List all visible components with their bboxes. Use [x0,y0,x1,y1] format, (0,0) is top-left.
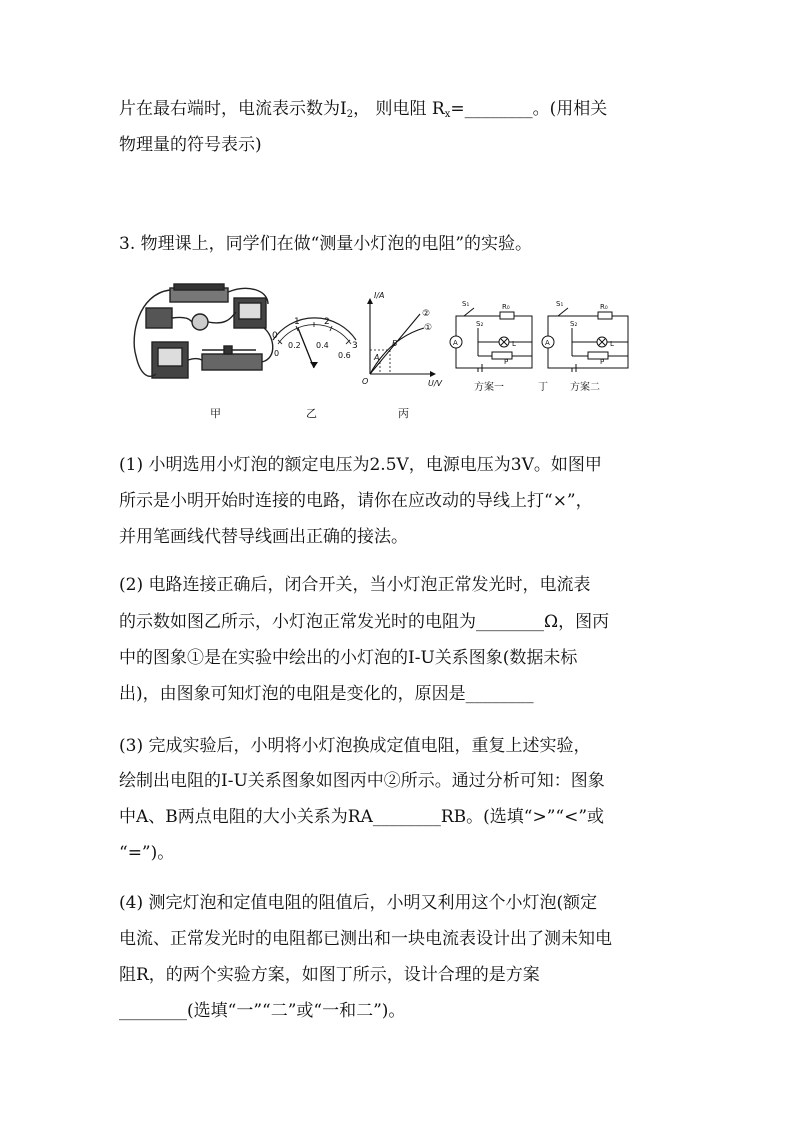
figure-label-yi: 乙 [306,407,317,420]
circuit-plan-one [450,308,532,372]
plan-two-r0: R₀ [600,303,608,311]
part2-line4: 出)，由图象可知灯泡的电阻是变化的，原因是________ [119,684,534,704]
plan-two-p: P [600,358,605,366]
graph-origin: O [362,377,369,386]
figure-label-bing: 丙 [398,407,409,420]
plan-one-s2: S₂ [476,320,484,328]
question2-tail-line1: 片在最右端时，电流表示数为$I_2$， 则电阻 $R_x=\_\_\_\_\_\_\_\_$。(用相关 [119,99,608,120]
ammeter-tick-1: 1 [294,317,300,327]
graph-y-label: I/A [374,291,385,300]
circuit-plan-two [542,308,628,372]
ammeter-dial-yi [272,317,358,368]
plan-one-r0: R₀ [502,303,510,311]
part1-line2: 所示是小明开始时连接的电路，请你在应改动的导线上打“×”， [119,491,593,511]
part3-line1: (3) 完成实验后，小明将小灯泡换成定值电阻，重复上述实验， [119,736,591,756]
plan-one-label: 方案一 [474,382,504,393]
plan-two-label: 方案二 [570,382,600,393]
ammeter-subtick-02: 0.2 [288,341,301,350]
graph-curve-1: ① [424,323,433,333]
part3-line4: “=”)。 [119,843,175,863]
graph-curve-2: ② [422,309,431,319]
ammeter-tick-2: 2 [324,317,330,327]
part4-line1: (4) 测完灯泡和定值电阻的阻值后，小明又利用这个小灯泡(额定 [119,893,598,913]
part3-line2: 绘制出电阻的I-U关系图象如图丙中②所示。通过分析可知：图象 [119,771,605,791]
part4-line2: 电流、正常发光时的电阻都已测出和一块电流表设计出了测未知电 [119,929,612,949]
question2-tail-line2: 物理量的符号表示) [119,135,262,155]
iu-graph-bing [362,291,443,388]
part1-line3: 并用笔画线代替导线画出正确的接法。 [119,527,408,547]
ammeter-tick-3: 3 [352,341,358,351]
question3-heading: 3. 物理课上，同学们在做“测量小灯泡的电阻”的实验。 [119,234,533,254]
part1-line1: (1) 小明选用小灯泡的额定电压为2.5V，电源电压为3V。如图甲 [119,455,602,475]
graph-point-b: B [392,339,398,348]
part4-line4: ________(选填“一”“二”或“一和二”)。 [119,1001,406,1021]
circuit-photo-jia [134,284,273,378]
part2-line3: 中的图象①是在实验中绘出的小灯泡的I-U关系图象(数据未标 [119,648,578,668]
part2-line1: (2) 电路连接正确后，闭合开关，当小灯泡正常发光时，电流表 [119,575,591,595]
ammeter-subtick-0: 0 [274,349,280,358]
plan-one-p: P [504,358,509,366]
part2-line2: 的示数如图乙所示，小灯泡正常发光时的电阻为________Ω，图丙 [119,612,610,632]
figure-label-ding: 丁 [538,382,548,393]
plan-two-lamp: L [610,340,614,348]
plan-one-lamp: L [512,340,516,348]
experiment-figure [128,276,668,426]
graph-x-label: U/V [428,379,443,388]
plan-two-s1: S₁ [556,300,564,308]
part3-line3: 中A、B两点电阻的大小关系为RA________RB。(选填“>”“<”或 [119,807,605,827]
plan-one-ammeter: A [453,339,458,347]
ammeter-tick-0: 0 [272,331,278,341]
plan-one-s1: S₁ [462,300,470,308]
graph-point-a: A [374,353,380,362]
ammeter-subtick-04: 0.4 [316,341,329,350]
plan-two-ammeter: A [545,339,550,347]
ammeter-subtick-06: 0.6 [338,351,351,360]
plan-two-s2: S₂ [570,320,578,328]
part4-line3: 阻R，的两个实验方案，如图丁所示，设计合理的是方案 [119,965,540,985]
figure-label-jia: 甲 [210,407,221,420]
